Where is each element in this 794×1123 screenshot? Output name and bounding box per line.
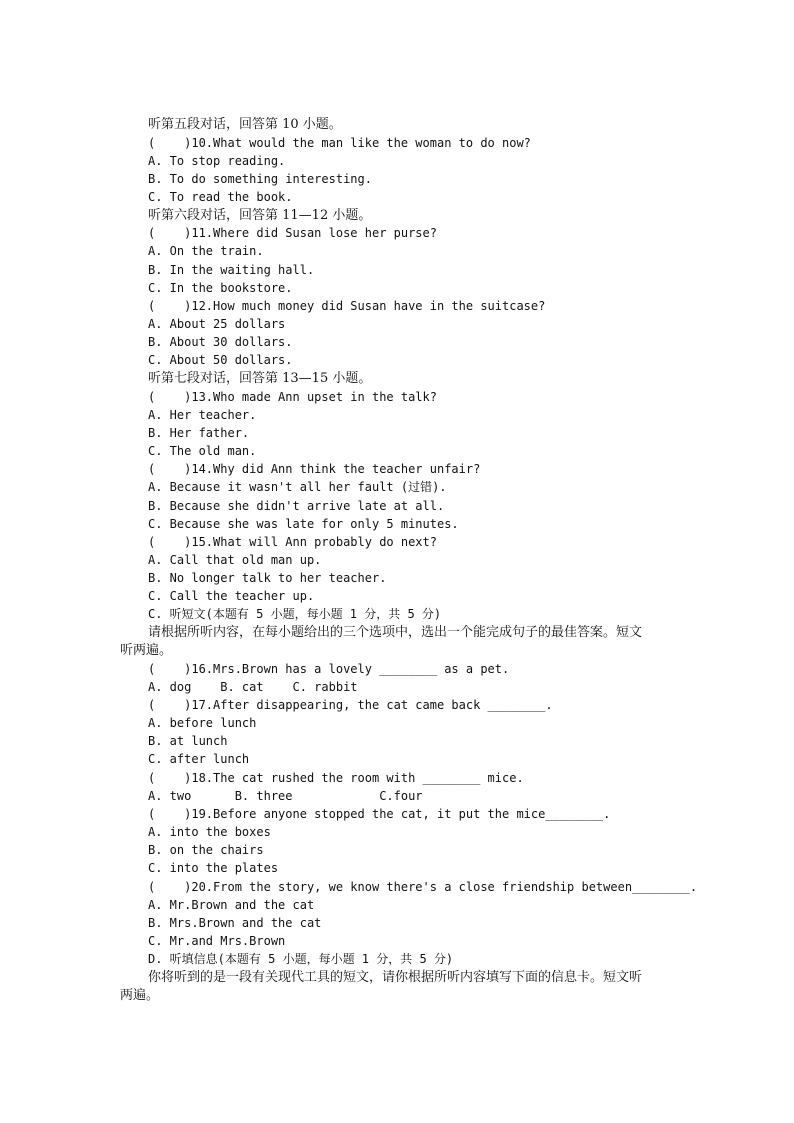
text-line: 听第七段对话，回答第 13—15 小题。 <box>148 371 372 386</box>
text-line: A. To stop reading. <box>148 154 286 168</box>
text-line: ( )12.How much money did Susan have in the suitcase? <box>148 299 546 313</box>
text-line: A. Her teacher. <box>148 408 257 422</box>
text-line: ( )18.The cat rushed the room with ________ mice. <box>148 771 524 785</box>
text-line: B. No longer talk to her teacher. <box>148 571 387 585</box>
text-line: A. Because it wasn't all her fault (过错). <box>148 480 447 494</box>
text-line: ( )13.Who made Ann upset in the talk? <box>148 390 437 404</box>
text-line: A. before lunch <box>148 716 257 730</box>
text-line: 你将听到的是一段有关现代工具的短文，请你根据所听内容填写下面的信息卡。短文听 <box>148 970 643 985</box>
text-line: A. On the train. <box>148 244 264 258</box>
text-line: ( )16.Mrs.Brown has a lovely ________ as a pet. <box>148 662 510 676</box>
text-line: B. Mrs.Brown and the cat <box>148 916 322 930</box>
text-line: A. dog B. cat C. rabbit <box>148 680 358 694</box>
text-line: D. 听填信息(本题有 5 小题，每小题 1 分，共 5 分) <box>148 952 454 966</box>
text-line: C. In the bookstore. <box>148 281 293 295</box>
text-line: A. Call that old man up. <box>148 553 322 567</box>
text-line: ( )17.After disappearing, the cat came back ________. <box>148 698 553 712</box>
text-line: C. Call the teacher up. <box>148 589 315 603</box>
text-line: C. 听短文(本题有 5 小题，每小题 1 分，共 5 分) <box>148 607 442 621</box>
text-line: B. Her father. <box>148 426 250 440</box>
text-line: B. About 30 dollars. <box>148 335 293 349</box>
text-line: ( )14.Why did Ann think the teacher unfair? <box>148 462 481 476</box>
text-line: B. To do something interesting. <box>148 172 372 186</box>
text-line: A. two B. three C.four <box>148 789 423 803</box>
text-line: ( )20.From the story, we know there's a close friendship between________. <box>148 880 698 894</box>
text-line: B. Because she didn't arrive late at all. <box>148 499 445 513</box>
text-line: ( )15.What will Ann probably do next? <box>148 535 437 549</box>
text-line: ( )10.What would the man like the woman to do now? <box>148 136 531 150</box>
text-line: A. into the boxes <box>148 825 271 839</box>
text-line: B. on the chairs <box>148 843 264 857</box>
text-line: A. About 25 dollars <box>148 317 286 331</box>
text-line: 听第五段对话，回答第 10 小题。 <box>148 117 342 132</box>
text-line: ( )19.Before anyone stopped the cat, it put the mice________. <box>148 807 611 821</box>
text-line: 两遍。 <box>120 988 160 1003</box>
text-line: 请根据所听内容，在每小题给出的三个选项中，选出一个能完成句子的最佳答案。短文 <box>148 625 643 640</box>
text-line: B. at lunch <box>148 734 228 748</box>
text-line: ( )11.Where did Susan lose her purse? <box>148 226 437 240</box>
text-line: C. About 50 dollars. <box>148 353 293 367</box>
text-line: C. Mr.and Mrs.Brown <box>148 934 286 948</box>
text-line: 听两遍。 <box>120 643 173 658</box>
text-line: C. into the plates <box>148 861 279 875</box>
text-line: A. Mr.Brown and the cat <box>148 898 315 912</box>
text-line: C. Because she was late for only 5 minutes. <box>148 517 459 531</box>
text-line: B. In the waiting hall. <box>148 263 315 277</box>
text-line: C. The old man. <box>148 444 257 458</box>
text-line: C. after lunch <box>148 752 250 766</box>
text-line: C. To read the book. <box>148 190 293 204</box>
text-line: 听第六段对话，回答第 11—12 小题。 <box>148 208 372 223</box>
